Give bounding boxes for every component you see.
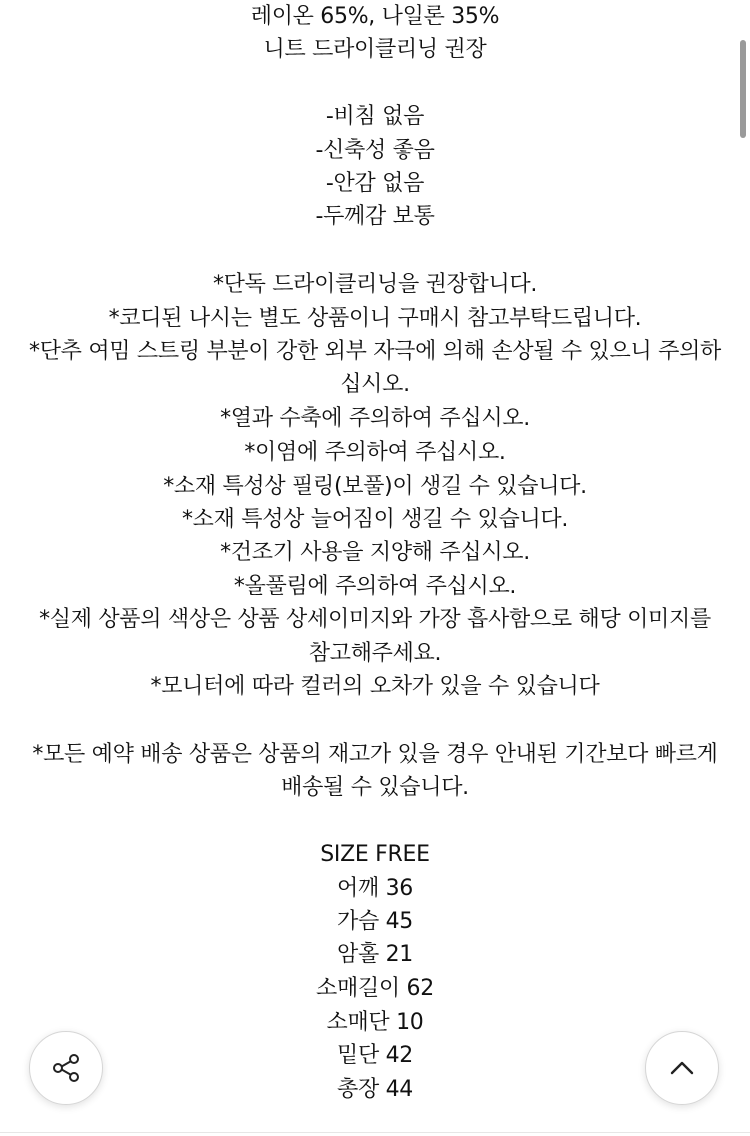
description-line: 총장 44: [337, 1077, 413, 1102]
description-line: 소매단 10: [326, 1010, 424, 1035]
description-line: 소매길이 62: [316, 976, 434, 1001]
description-line: *단독 드라이클리닝을 권장합니다.: [212, 272, 538, 297]
description-line: *모든 예약 배송 상품은 상품의 재고가 있을 경우 안내된 기간보다 빠르게: [32, 742, 718, 767]
share-button[interactable]: [29, 1031, 103, 1105]
description-line: 레이온 65%, 나일론 35%: [250, 4, 500, 29]
share-icon: [48, 1050, 84, 1086]
description-line: 어깨 36: [337, 876, 413, 901]
description-line: 가슴 45: [337, 909, 413, 934]
description-line: SIZE FREE: [320, 842, 430, 867]
description-line: *실제 상품의 색상은 상품 상세이미지와 가장 흡사함으로 해당 이미지를: [39, 607, 711, 632]
description-line: -두께감 보통: [315, 204, 435, 229]
bottom-divider: [0, 1132, 750, 1133]
description-line: -안감 없음: [325, 171, 425, 196]
description-line: 십시오.: [340, 372, 410, 397]
description-line: *건조기 사용을 지양해 주십시오.: [220, 540, 530, 565]
description-line: 배송될 수 있습니다.: [281, 775, 469, 800]
description-line: *소재 특성상 필링(보풀)이 생길 수 있습니다.: [163, 474, 587, 499]
description-line: *코디된 나시는 별도 상품이니 구매시 참고부탁드립니다.: [108, 306, 642, 331]
description-line: *단추 여밈 스트링 부분이 강한 외부 자극에 의해 손상될 수 있으니 주의하: [29, 339, 721, 364]
description-line: *이염에 주의하여 주십시오.: [244, 440, 506, 465]
description-line: *소재 특성상 늘어짐이 생길 수 있습니다.: [181, 507, 569, 532]
scroll-to-top-button[interactable]: [645, 1031, 719, 1105]
chevron-up-icon: [666, 1052, 698, 1084]
description-line: *열과 수축에 주의하여 주십시오.: [220, 406, 530, 431]
description-line: *올풀림에 주의하여 주십시오.: [233, 574, 517, 599]
description-line: -신축성 좋음: [315, 138, 435, 163]
description-line: *모니터에 따라 컬러의 오차가 있을 수 있습니다: [150, 674, 600, 699]
description-line: 니트 드라이클리닝 권장: [263, 37, 487, 62]
description-line: -비침 없음: [325, 104, 425, 129]
scrollbar[interactable]: [740, 40, 746, 138]
description-line: 참고해주세요.: [308, 641, 442, 666]
description-line: 암홀 21: [337, 942, 413, 967]
description-line: 밑단 42: [337, 1043, 413, 1068]
